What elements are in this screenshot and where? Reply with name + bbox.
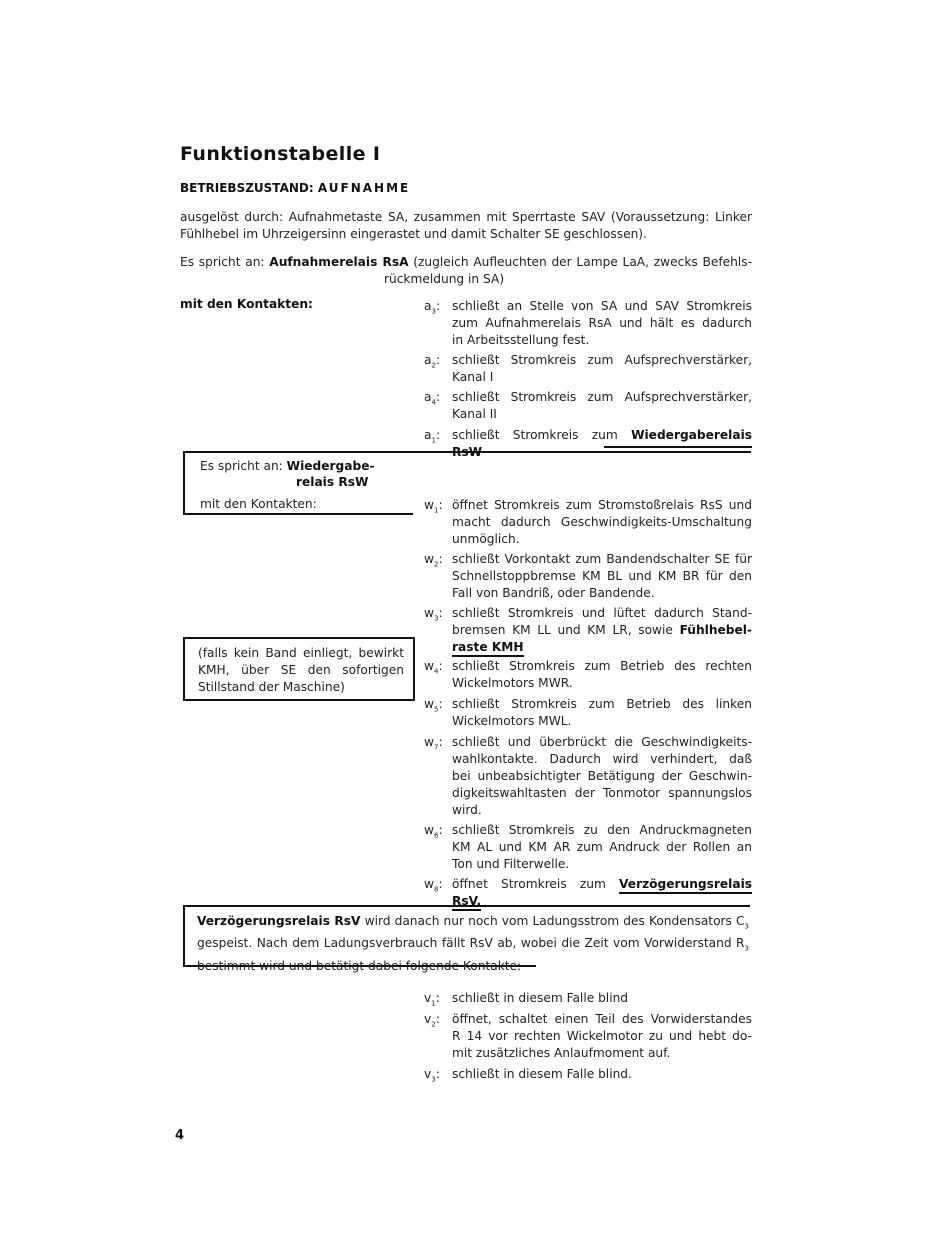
underline-rsw <box>604 446 752 448</box>
page-number: 4 <box>175 1128 185 1143</box>
relay-note: (zugleich Aufleuchten der Lampe LaA, zwecks Befehls- <box>413 255 752 269</box>
contact-v3: $v_3$: schließt in diesem Falle blind. <box>424 1067 632 1084</box>
contact-w8: $w_8$: öffnet Stromkreis zum Verzögerungsrelais RsV. <box>424 876 752 910</box>
relay-name: Aufnahmerelais RsA <box>269 255 409 269</box>
rsv-box-text: Verzögerungsrelais RsV wird danach nur noch vom Ladungsstrom des Kondensators $C_3$ gespeist. Nach dem Ladungsverbrauch fällt RsV ab, wobei die Zeit vom Vorwiderstand $R_3$ bestimmt wird und betätigt dabei folgende Kontakte: <box>197 914 749 973</box>
contact-a1: $a_1$: schließt Stromkreis zum Wiedergaberelais RsW <box>424 428 752 459</box>
intro-line: Fühlhebel im Uhrzeigersinn eingerastet und damit Schalter SE geschlossen). <box>180 227 647 241</box>
contact-w6: $w_6$: schließt Stromkreis zu den Andruckmagneten KM AL und KM AR zum Andruck der Rollen an Ton und Filterwelle. <box>424 823 752 871</box>
page-title: Funktionstabelle I <box>180 143 381 165</box>
relay-link-rsv: Verzögerungsrelais RsV. <box>452 877 752 911</box>
contact-code: $a_3$: <box>424 299 441 316</box>
rsw-box-relay: relais RsW <box>296 475 369 489</box>
contact-code: $a_2$: <box>424 353 441 370</box>
kmh-note-text: (falls kein Band einliegt, bewirkt KMH, über SE den sofortigen Stillstand der Maschine) <box>198 646 404 694</box>
intro-line: ausgelöst durch: Aufnahmetaste SA, zusammen mit Sperrtaste SAV (Voraussetzung: Linker <box>180 210 752 224</box>
relay-link-rsw: Wiedergaberelais RsW <box>452 428 752 459</box>
relay-link-kmh: raste KMH <box>452 640 524 657</box>
contact-a2: $a_2$: schließt Stromkreis zum Aufsprechverstärker, Kanal I <box>424 353 752 384</box>
contact-code: $a_4$: <box>424 390 441 407</box>
kontakte-label: mit den Kontakten: <box>180 297 313 311</box>
relay-note: rückmeldung in SA) <box>384 272 505 286</box>
contact-w1: $w_1$: öffnet Stromkreis zum Stromstoßrelais RsS und macht dadurch Geschwindigkeits-Umschaltung unmöglich. <box>424 498 752 546</box>
contact-w5: $w_5$: schließt Stromkreis zum Betrieb des linken Wickelmotors MWL. <box>424 697 752 728</box>
rsw-box-kontakte: mit den Kontakten: <box>200 497 317 511</box>
operating-state-value: AUFNAHME <box>317 181 411 195</box>
contact-v1: $v_1$: schließt in diesem Falle blind <box>424 991 629 1008</box>
contact-v2: $v_2$: öffnet, schaltet einen Teil des Vorwiderstandes R 14 vor rechten Wickelmotor zu und hebt do- mit zusätzliches Anlaufmoment auf. <box>424 1012 752 1060</box>
contact-w2: $w_2$: schließt Vorkontakt zum Bandendschalter SE für Schnellstoppbremse KM BL und KM BR für den Fall von Bandriß, oder Bandende. <box>424 552 752 600</box>
contact-a4: $a_4$: schließt Stromkreis zum Aufsprechverstärker, Kanal II <box>424 390 752 421</box>
contact-w3: $w_3$: schließt Stromkreis und lüftet dadurch Stand- bremsen KM LL und KM LR, sowie Fühlhebel- raste KMH <box>424 605 752 656</box>
contact-code: $a_1$: <box>424 428 441 445</box>
operating-state-label: BETRIEBSZUSTAND: <box>180 181 314 195</box>
rsw-box-text: Es spricht an: Wiedergabe- <box>200 459 375 473</box>
rsw-box-line <box>411 451 751 453</box>
spricht-prefix: Es spricht an: <box>180 255 270 269</box>
operating-state-heading <box>180 181 410 195</box>
contact-a3: $a_3$: schließt an Stelle von SA und SAV Stromkreis zum Aufnahmerelais RsA und hält es dadurch in Arbeitsstellung fest. <box>424 299 752 347</box>
contact-w4: $w_4$: schließt Stromkreis zum Betrieb des rechten Wickelmotors MWR. <box>424 659 752 690</box>
spricht-an-rsa <box>180 254 752 288</box>
contact-w7: $w_7$: schließt und überbrückt die Geschwindigkeits- wahlkontakte. Dadurch wird verhindert, daß bei unbeabsichtigter Betätigung der Geschwin- digkeitswahltasten der Tonmotor spannungslos wird. <box>424 735 752 817</box>
intro-paragraph <box>180 209 752 243</box>
